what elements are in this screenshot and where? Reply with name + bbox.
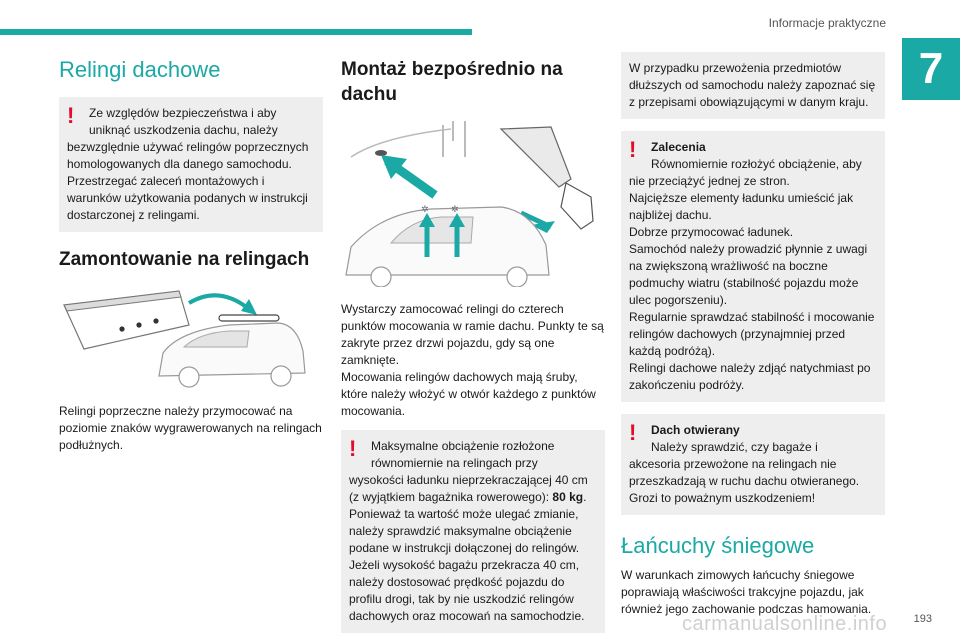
snow-chains-para: W warunkach zimowych łańcuchy śniegowe poprawiają właściwości trakcyjne pojazdu, jak również jego zachowanie podczas hamowania.: [621, 568, 872, 617]
max-load-warning-box: [341, 430, 605, 633]
recommendation-5: Regularnie sprawdzać stabilność i mocowanie relingów dachowych (przynajmniej przed każdą podróżą).: [629, 310, 875, 358]
recommendation-3: Dobrze przymocować ładunek.: [629, 225, 794, 239]
max-load-first-line: Maksymalne obciążenie rozłożone równomiernie na relingach przy: [371, 439, 555, 471]
svg-text:✲: ✲: [421, 205, 429, 216]
warning-exclamation-icon: !: [629, 137, 637, 162]
direct-mount-para-1: Wystarczy zamocować relingi do czterech punktów mocowania w ramie dachu. Punkty te są zakryte przez drzwi pojazdu, gdy są one zamknięte.: [341, 302, 604, 368]
svg-text:✲: ✲: [451, 205, 459, 216]
warning-exclamation-icon: !: [349, 436, 357, 462]
snow-chains-title: Łańcuchy śniegowe: [621, 533, 815, 558]
section-title: Informacje praktyczne: [768, 16, 886, 30]
recommendations-title: Zalecenia: [651, 140, 706, 154]
recommendations-box: [621, 131, 885, 402]
long-items-text: W przypadku przewożenia przedmiotów dłuższych od samochodu należy zapoznać się z przepisami obowiązującymi w danym kraju.: [629, 61, 876, 109]
car-roof-rail-illustration: [59, 281, 323, 391]
mounting-on-rails-heading: Zamontowanie na relingach: [59, 249, 310, 271]
safety-warning-box: [59, 97, 323, 232]
long-items-info-box: [621, 52, 885, 119]
recommendation-4: Samochód należy prowadzić płynnie z uwagi na zwiększoną wrażliwość na boczne podmuchy wiatru (stabilność pojazdu może ulec pogorszeniu).: [629, 242, 868, 307]
recommendation-2: Najcięższe elementy ładunku umieścić jak najbliżej dachu.: [629, 191, 854, 222]
roof-rail-caption: Relingi poprzeczne należy przymocować na poziomie znaków wygrawerowanych na relingach podłużnych.: [59, 404, 322, 453]
page-number: 193: [913, 613, 932, 625]
warning-exclamation-icon: !: [67, 103, 75, 129]
column-1: [59, 52, 323, 454]
roof-fixing-points-illustration: [341, 117, 605, 287]
top-accent-bar: [0, 29, 472, 35]
direct-mount-para-2: Mocowania relingów dachowych mają śruby, które należy włożyć w otwór każdego z punktów mocowania.: [341, 370, 596, 419]
max-load-value: 80 kg: [552, 490, 584, 505]
roof-bars-title: Relingi dachowe: [59, 57, 221, 82]
recommendations-first-line: Równomiernie rozłożyć obciążenie, aby: [651, 157, 862, 171]
recommendation-6: Relingi dachowe należy zdjąć natychmiast po zakończeniu podróży.: [629, 361, 871, 392]
sunroof-first-line: Należy sprawdzić, czy bagaże i: [651, 440, 818, 454]
recommendation-1: nie przeciążyć jednej ze stron.: [629, 174, 790, 188]
direct-roof-mounting-heading: Montaż bezpośrednio na dachu: [341, 59, 563, 105]
chapter-number-badge: 7: [902, 38, 960, 100]
warning-body: bezwzględnie używać relingów poprzecznych homologowanych dla danego samochodu. Przestrzegać zaleceń montażowych i warunków użytkowania podanych w instrukcji dostarczonej z relingami.: [67, 140, 309, 223]
max-load-rest: Ponieważ ta wartość może ulegać zmianie, należy sprawdzić maksymalne obciążenie podane w instrukcji dołączonej do relingów. Jeżeli wysokość bagażu przekracza 40 cm, należy dostosować prędkość pojazdu do profilu drogi, tak by nie uszkodzić relingów dachowych oraz mocowań na samochodzie.: [349, 507, 585, 624]
warning-first-line: Ze względów bezpieczeństwa i aby uniknąć uszkodzenia dachu, należy: [89, 106, 278, 138]
sunroof-title: Dach otwierany: [651, 423, 740, 437]
column-2: [341, 52, 605, 633]
watermark-text: carmanualsonline.info: [682, 613, 888, 635]
warning-exclamation-icon: !: [629, 420, 637, 445]
sunroof-rest: akcesoria przewożone na relingach nie przeszkadzają w ruchu dachu otwieranego. Grozi to poważnym uszkodzeniem!: [629, 457, 860, 505]
sunroof-warning-box: [621, 414, 885, 515]
column-3: [621, 52, 885, 618]
max-load-line: wysokości ładunku nieprzekraczającej 40 cm (z wyjątkiem bagażnika rowerowego): 80 kg.: [349, 473, 588, 505]
